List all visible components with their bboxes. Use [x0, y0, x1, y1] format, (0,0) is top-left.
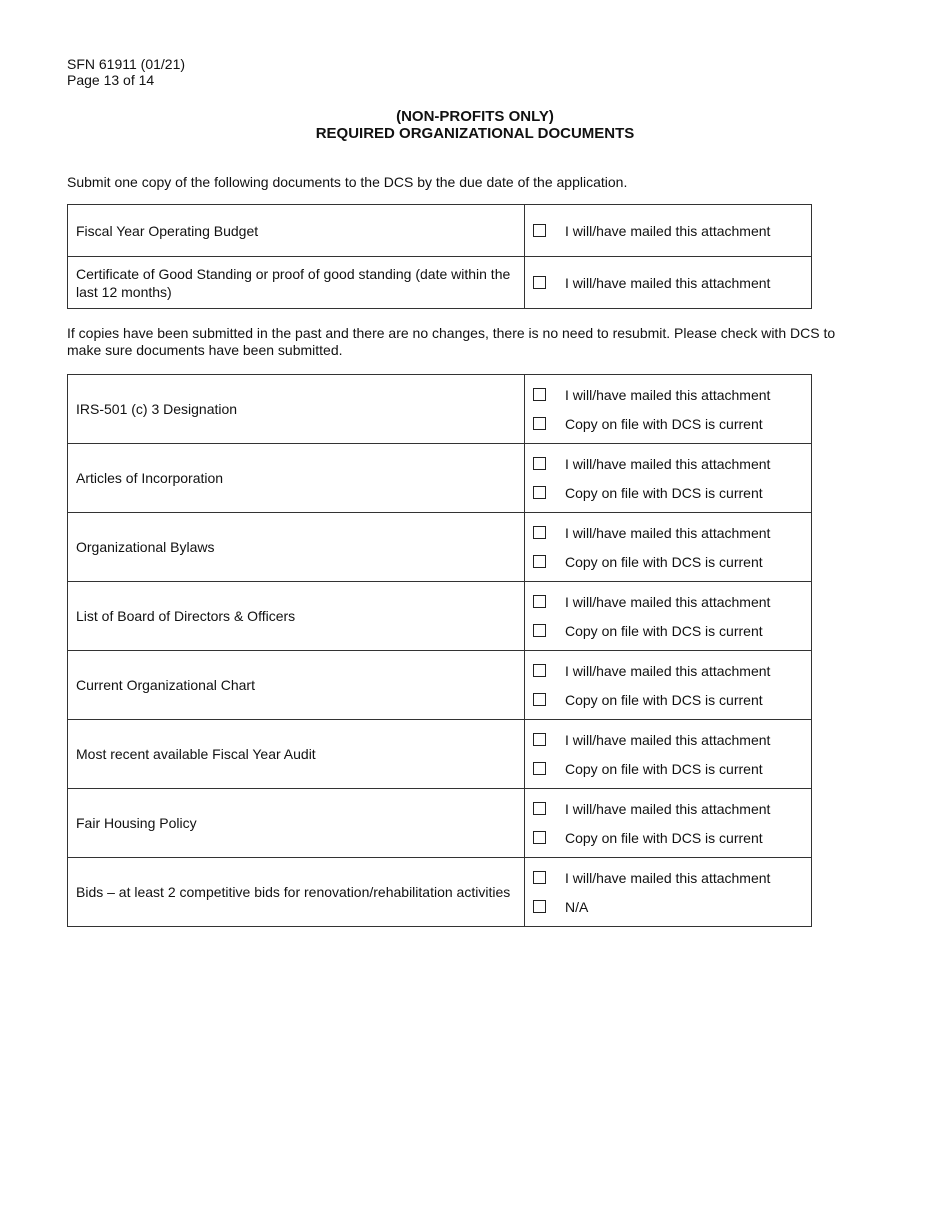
- option-on-file[interactable]: [533, 685, 811, 714]
- option-cell: [525, 257, 812, 309]
- option-label: Copy on file with DCS is current: [565, 415, 763, 432]
- title-line-1: (NON-PROFITS ONLY): [396, 108, 554, 125]
- option-label: I will/have mailed this attachment: [565, 274, 771, 291]
- document-name: Fiscal Year Operating Budget: [68, 205, 525, 257]
- document-name: Fair Housing Policy: [68, 789, 525, 858]
- option-label: Copy on file with DCS is current: [565, 622, 763, 639]
- required-documents-table: [67, 204, 812, 309]
- conditional-documents-table: [67, 374, 812, 927]
- option-cell: [525, 205, 812, 257]
- checkbox[interactable]: [533, 526, 546, 539]
- option-mailed[interactable]: [533, 449, 811, 478]
- table-row: [68, 582, 812, 651]
- option-label: I will/have mailed this attachment: [565, 800, 771, 817]
- option-label: Copy on file with DCS is current: [565, 553, 763, 570]
- option-cell: [525, 720, 812, 789]
- option-cell: [525, 582, 812, 651]
- table-row: [68, 720, 812, 789]
- option-cell: [525, 513, 812, 582]
- checkbox[interactable]: [533, 871, 546, 884]
- table-row: [68, 651, 812, 720]
- checkbox[interactable]: [533, 900, 546, 913]
- option-on-file[interactable]: [533, 409, 811, 438]
- resubmit-note: If copies have been submitted in the past and there are no changes, there is no need to resubmit. Please check with DCS to make sure documents have been submitted.: [67, 325, 836, 358]
- checkbox[interactable]: [533, 595, 546, 608]
- table-row: [68, 513, 812, 582]
- option-cell: [525, 444, 812, 513]
- document-name: IRS-501 (c) 3 Designation: [68, 375, 525, 444]
- option-label: I will/have mailed this attachment: [565, 386, 771, 403]
- checkbox[interactable]: [533, 664, 546, 677]
- option-cell: [525, 858, 812, 927]
- option-label: I will/have mailed this attachment: [565, 869, 771, 886]
- option-label: I will/have mailed this attachment: [565, 222, 771, 239]
- option-mailed[interactable]: [533, 216, 811, 245]
- option-mailed[interactable]: [533, 725, 811, 754]
- page-title: [0, 108, 950, 142]
- option-label: N/A: [565, 898, 589, 915]
- document-name: List of Board of Directors & Officers: [68, 582, 525, 651]
- option-cell: [525, 375, 812, 444]
- option-label: I will/have mailed this attachment: [565, 731, 771, 748]
- document-name: Most recent available Fiscal Year Audit: [68, 720, 525, 789]
- document-name: Articles of Incorporation: [68, 444, 525, 513]
- checkbox[interactable]: [533, 802, 546, 815]
- intro-text: Submit one copy of the following documents to the DCS by the due date of the application.: [67, 174, 628, 190]
- option-label: Copy on file with DCS is current: [565, 691, 763, 708]
- option-on-file[interactable]: [533, 547, 811, 576]
- checkbox[interactable]: [533, 555, 546, 568]
- table-row: [68, 375, 812, 444]
- option-mailed[interactable]: [533, 587, 811, 616]
- option-mailed[interactable]: [533, 380, 811, 409]
- option-label: Copy on file with DCS is current: [565, 829, 763, 846]
- table-row: [68, 789, 812, 858]
- form-header: [67, 56, 185, 88]
- checkbox[interactable]: [533, 624, 546, 637]
- option-on-file[interactable]: [533, 823, 811, 852]
- option-mailed[interactable]: [533, 863, 811, 892]
- form-number: SFN 61911 (01/21): [67, 56, 186, 72]
- table-row: [68, 444, 812, 513]
- option-label: Copy on file with DCS is current: [565, 484, 763, 501]
- option-label: I will/have mailed this attachment: [565, 524, 771, 541]
- checkbox[interactable]: [533, 224, 546, 237]
- option-label: I will/have mailed this attachment: [565, 455, 771, 472]
- option-mailed[interactable]: [533, 794, 811, 823]
- checkbox[interactable]: [533, 831, 546, 844]
- option-label: I will/have mailed this attachment: [565, 662, 771, 679]
- table-row: [68, 205, 812, 257]
- checkbox[interactable]: [533, 276, 546, 289]
- checkbox[interactable]: [533, 457, 546, 470]
- option-on-file[interactable]: [533, 478, 811, 507]
- checkbox[interactable]: [533, 486, 546, 499]
- option-na[interactable]: [533, 892, 811, 921]
- page-number: Page 13 of 14: [67, 72, 155, 88]
- checkbox[interactable]: [533, 762, 546, 775]
- checkbox[interactable]: [533, 693, 546, 706]
- document-name: Organizational Bylaws: [68, 513, 525, 582]
- checkbox[interactable]: [533, 417, 546, 430]
- title-line-2: REQUIRED ORGANIZATIONAL DOCUMENTS: [315, 125, 635, 142]
- checkbox[interactable]: [533, 733, 546, 746]
- document-name: Current Organizational Chart: [68, 651, 525, 720]
- option-cell: [525, 789, 812, 858]
- document-name: Certificate of Good Standing or proof of good standing (date within the last 12 months): [68, 257, 525, 309]
- table-row: [68, 257, 812, 309]
- checkbox[interactable]: [533, 388, 546, 401]
- option-mailed[interactable]: [533, 656, 811, 685]
- option-label: Copy on file with DCS is current: [565, 760, 763, 777]
- option-on-file[interactable]: [533, 616, 811, 645]
- option-cell: [525, 651, 812, 720]
- option-label: I will/have mailed this attachment: [565, 593, 771, 610]
- option-mailed[interactable]: [533, 268, 811, 297]
- document-name: Bids – at least 2 competitive bids for renovation/rehabilitation activities: [68, 858, 525, 927]
- option-on-file[interactable]: [533, 754, 811, 783]
- option-mailed[interactable]: [533, 518, 811, 547]
- table-row: [68, 858, 812, 927]
